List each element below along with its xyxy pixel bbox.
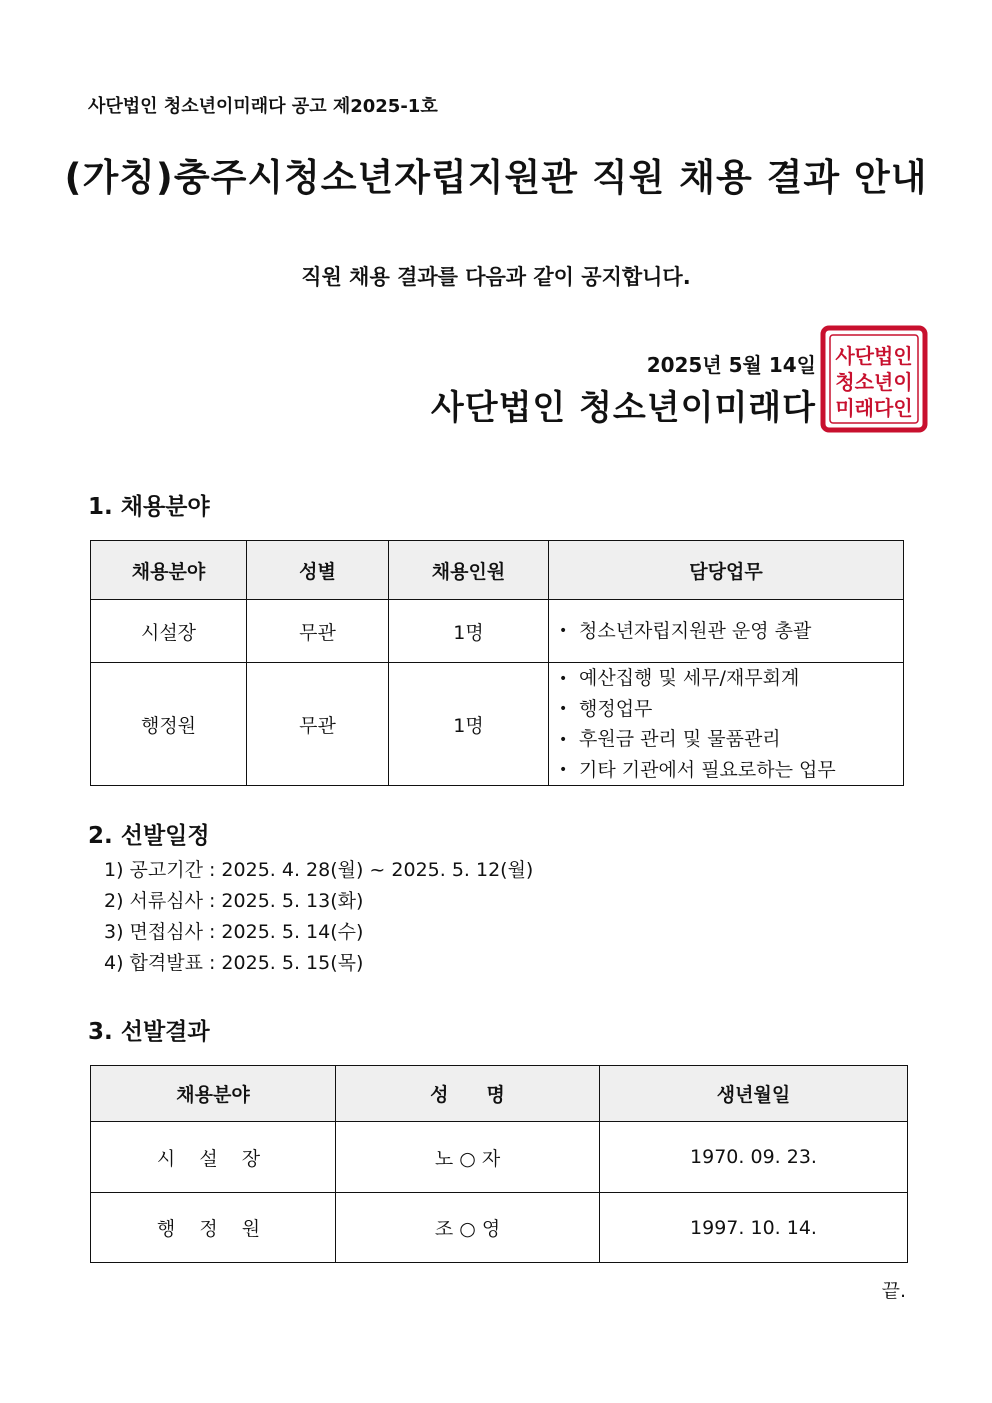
table-header-row [91,1066,908,1122]
table-row [91,1122,908,1193]
duty-item: • 행정업무 [559,694,903,725]
schedule-item: 4) 합격발표 : 2025. 5. 15(목) [104,952,364,974]
official-seal [820,325,928,433]
schedule-item: 2) 서류심사 : 2025. 5. 13(화) [104,890,364,912]
header-cell: 채용분야 [91,1066,336,1122]
field-cell: 시설장 [91,600,247,663]
header-cell: 성 명 [336,1066,600,1122]
table-row [91,1193,908,1263]
notice-date: 2025년 5월 14일 [646,353,816,377]
gender-cell: 무관 [247,663,389,786]
header-cell: 담당업무 [549,541,904,600]
table-header-row [91,541,904,600]
field-cell: 시 설 장 [91,1122,336,1193]
results-table [90,1065,908,1263]
header-cell: 성별 [247,541,389,600]
section-heading-results: 3. 선발결과 [88,1019,210,1045]
birth-cell: 1997. 10. 14. [600,1193,908,1263]
section-heading-recruitment: 1. 채용분야 [88,494,210,520]
table-row [91,663,904,786]
schedule-item: 1) 공고기간 : 2025. 4. 28(월) ~ 2025. 5. 12(월) [104,859,534,881]
notice-number: 사단법인 청소년이미래다 공고 제2025-1호 [88,96,438,117]
header-cell: 생년월일 [600,1066,908,1122]
intro-text: 직원 채용 결과를 다음과 같이 공지합니다. [301,265,691,289]
recruitment-table [90,540,904,786]
birth-cell: 1970. 09. 23. [600,1122,908,1193]
svg-text:미래다인: 미래다인 [835,396,913,420]
field-cell: 행정원 [91,663,247,786]
duty-cell [549,600,904,663]
name-cell: 노 ○ 자 [336,1122,600,1193]
duty-item: • 기타 기관에서 필요로하는 업무 [559,755,903,786]
svg-text:사단법인: 사단법인 [835,344,913,368]
seal-lettering [834,344,912,420]
page-title: (가칭)충주시청소년자립지원관 직원 채용 결과 안내 [64,156,928,199]
duty-item: • 청소년자립지원관 운영 총괄 [559,616,903,647]
count-cell: 1명 [389,663,549,786]
name-cell: 조 ○ 영 [336,1193,600,1263]
duty-cell [549,663,904,786]
gender-cell: 무관 [247,600,389,663]
header-cell: 채용인원 [389,541,549,600]
section-heading-schedule: 2. 선발일정 [88,823,210,849]
schedule-item: 3) 면접심사 : 2025. 5. 14(수) [104,921,364,943]
schedule-list [104,855,533,979]
end-mark: 끝. [881,1280,906,1302]
duty-item: • 예산집행 및 세무/재무회계 [559,663,903,694]
table-row [91,600,904,663]
count-cell: 1명 [389,600,549,663]
svg-text:청소년이: 청소년이 [835,370,913,394]
header-cell: 채용분야 [91,541,247,600]
organization-name: 사단법인 청소년이미래다 [430,388,816,428]
duty-item: • 후원금 관리 및 물품관리 [559,724,903,755]
field-cell: 행 정 원 [91,1193,336,1263]
